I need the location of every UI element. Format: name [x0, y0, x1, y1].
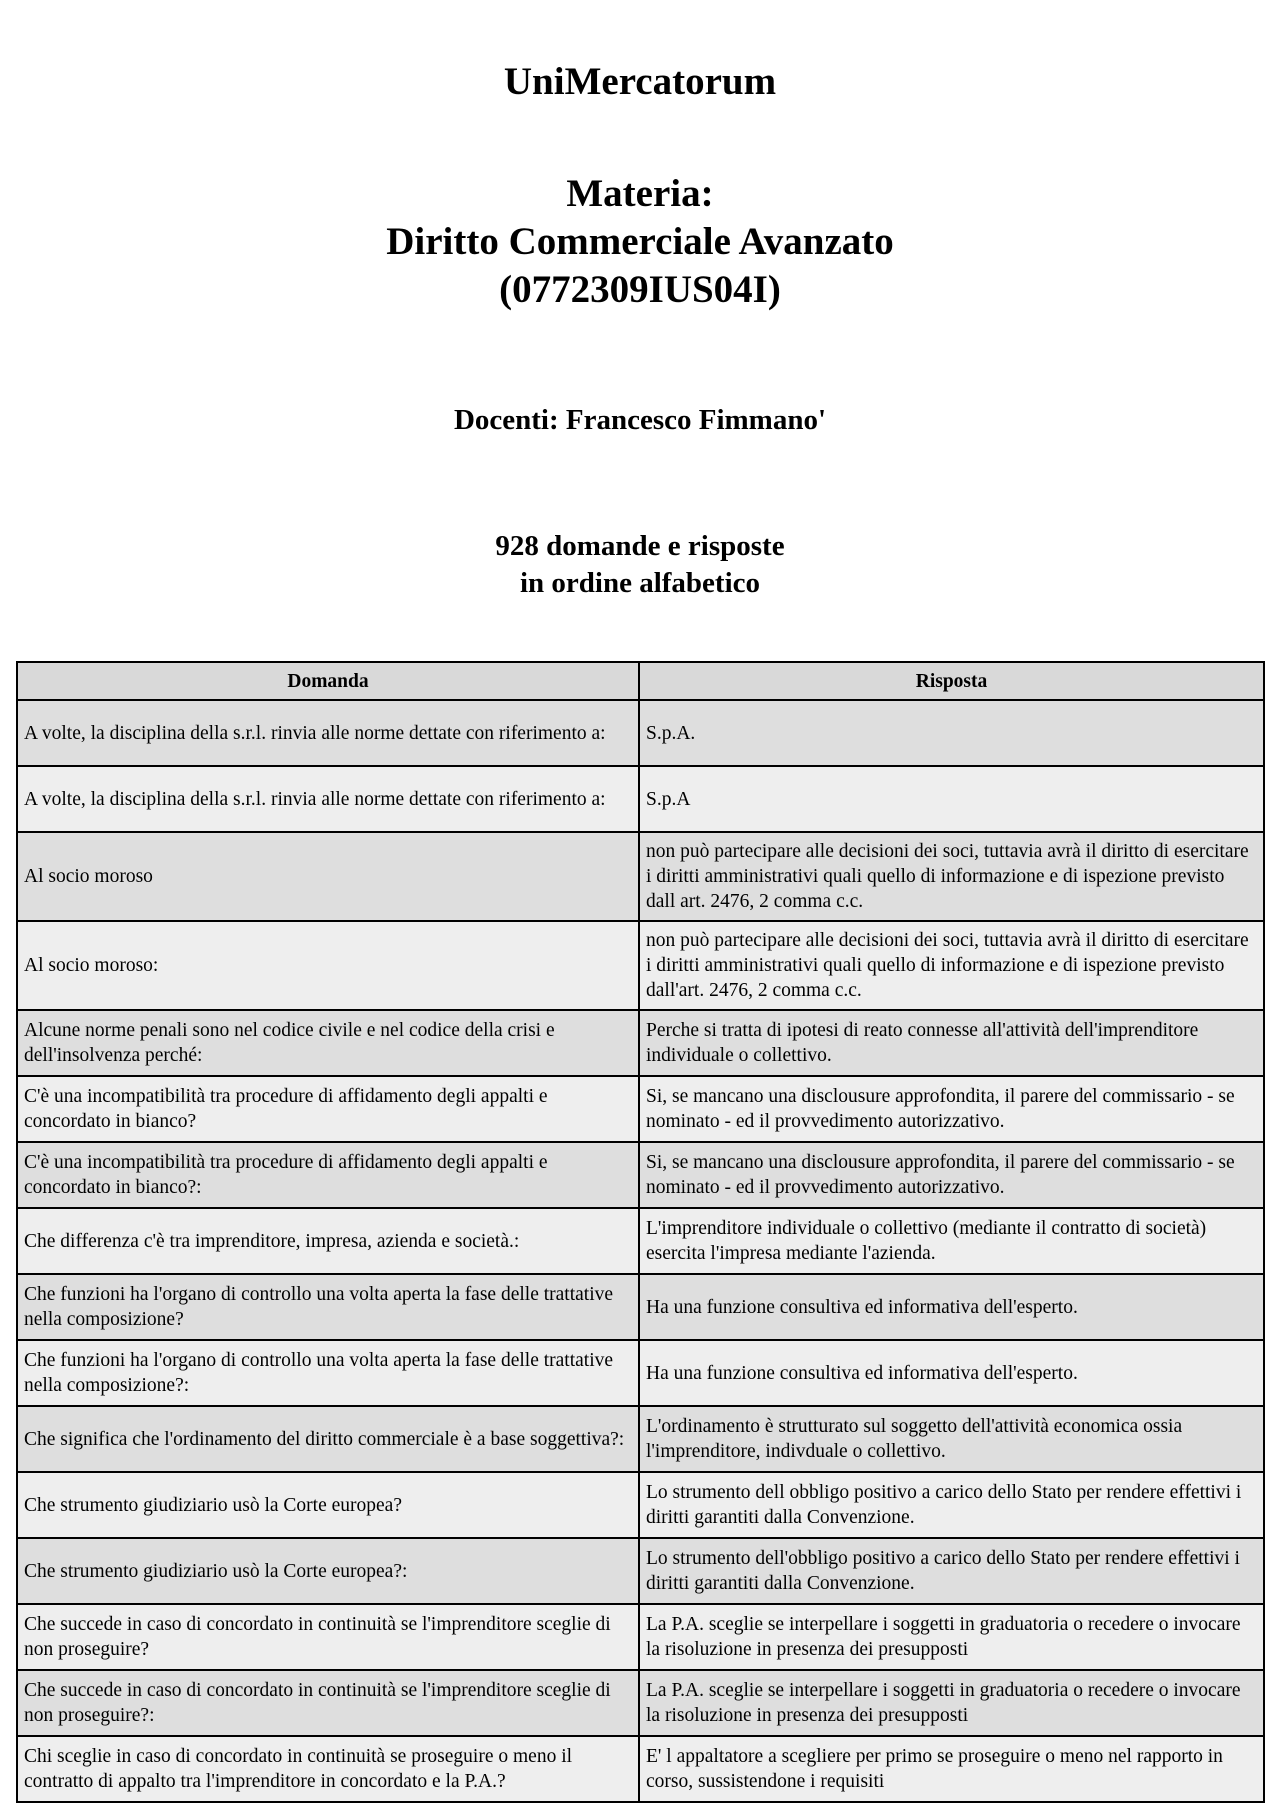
- table-row: [17, 1208, 1264, 1274]
- table-row: [17, 1670, 1264, 1736]
- answer-cell: Perche si tratta di ipotesi di reato connesse all'attività dell'imprenditore individuale o collettivo.: [639, 1010, 1264, 1076]
- answer-cell: E' l appaltatore a scegliere per primo se proseguire o meno nel rapporto in corso, sussistendone i requisiti: [639, 1736, 1264, 1802]
- answer-cell: Si, se mancano una disclousure approfondita, il parere del commissario - se nominato - ed il provvedimento autorizzativo.: [639, 1142, 1264, 1208]
- question-cell: A volte, la disciplina della s.r.l. rinvia alle norme dettate con riferimento a:: [17, 766, 639, 832]
- question-cell: Al socio moroso:: [17, 921, 639, 1010]
- question-cell: A volte, la disciplina della s.r.l. rinvia alle norme dettate con riferimento a:: [17, 700, 639, 766]
- table-header-row: [17, 662, 1264, 700]
- question-cell: Che succede in caso di concordato in continuità se l'imprenditore sceglie di non proseguire?:: [17, 1670, 639, 1736]
- answer-cell: La P.A. sceglie se interpellare i soggetti in graduatoria o recedere o invocare la risoluzione in presenza dei presupposti: [639, 1670, 1264, 1736]
- qa-table: [16, 661, 1265, 1803]
- table-row: [17, 1142, 1264, 1208]
- column-header-domanda: Domanda: [17, 662, 639, 700]
- answer-cell: Si, se mancano una disclousure approfondita, il parere del commissario - se nominato - ed il provvedimento autorizzativo.: [639, 1076, 1264, 1142]
- table-row: [17, 766, 1264, 832]
- table-row: [17, 700, 1264, 766]
- answer-cell: L'ordinamento è strutturato sul soggetto dell'attività economica ossia l'imprenditore, indivduale o collettivo.: [639, 1406, 1264, 1472]
- table-row: [17, 1340, 1264, 1406]
- table-row: [17, 1604, 1264, 1670]
- subject-code: (0772309IUS04I): [499, 268, 781, 311]
- table-row: [17, 1406, 1264, 1472]
- question-cell: C'è una incompatibilità tra procedure di affidamento degli appalti e concordato in bianco?:: [17, 1142, 639, 1208]
- table-row: [17, 921, 1264, 1010]
- table-row: [17, 1274, 1264, 1340]
- answer-cell: Ha una funzione consultiva ed informativa dell'esperto.: [639, 1340, 1264, 1406]
- table-row: [17, 832, 1264, 921]
- question-cell: C'è una incompatibilità tra procedure di affidamento degli appalti e concordato in bianco?: [17, 1076, 639, 1142]
- subject-label: Materia:: [566, 172, 714, 215]
- table-row: [17, 1472, 1264, 1538]
- question-cell: Che succede in caso di concordato in continuità se l'imprenditore sceglie di non proseguire?: [17, 1604, 639, 1670]
- answer-cell: La P.A. sceglie se interpellare i soggetti in graduatoria o recedere o invocare la risoluzione in presenza dei presupposti: [639, 1604, 1264, 1670]
- teachers-line: Docenti: Francesco Fimmano': [453, 404, 827, 436]
- question-count: 928 domande e risposte: [495, 530, 785, 562]
- question-cell: Chi sceglie in caso di concordato in continuità se proseguire o meno il contratto di appalto tra l'imprenditore in concordato e la P.A.?: [17, 1736, 639, 1802]
- question-cell: Che strumento giudiziario usò la Corte europea?: [17, 1472, 639, 1538]
- table-row: [17, 1736, 1264, 1802]
- question-cell: Che differenza c'è tra imprenditore, impresa, azienda e società.:: [17, 1208, 639, 1274]
- question-cell: Al socio moroso: [17, 832, 639, 921]
- order-note: in ordine alfabetico: [519, 567, 761, 599]
- subject-name: Diritto Commerciale Avanzato: [386, 220, 894, 263]
- answer-cell: Lo strumento dell'obbligo positivo a carico dello Stato per rendere effettivi i diritti garantiti dalla Convenzione.: [639, 1538, 1264, 1604]
- answer-cell: Lo strumento dell obbligo positivo a carico dello Stato per rendere effettivi i diritti garantiti dalla Convenzione.: [639, 1472, 1264, 1538]
- answer-cell: S.p.A: [639, 766, 1264, 832]
- answer-cell: non può partecipare alle decisioni dei soci, tuttavia avrà il diritto di esercitare i diritti amministrativi quali quello di informazione e di ispezione previsto dall art. 2476, 2 comma c.c.: [639, 832, 1264, 921]
- subject-block: [0, 170, 1280, 314]
- question-count-block: [0, 528, 1280, 602]
- table-row: [17, 1538, 1264, 1604]
- answer-cell: Ha una funzione consultiva ed informativa dell'esperto.: [639, 1274, 1264, 1340]
- question-cell: Che significa che l'ordinamento del diritto commerciale è a base soggettiva?:: [17, 1406, 639, 1472]
- question-cell: Che funzioni ha l'organo di controllo una volta aperta la fase delle trattative nella composizione?:: [17, 1340, 639, 1406]
- table-row: [17, 1076, 1264, 1142]
- column-header-risposta: Risposta: [639, 662, 1264, 700]
- answer-cell: S.p.A.: [639, 700, 1264, 766]
- table-row: [17, 1010, 1264, 1076]
- institution-title: UniMercatorum: [503, 60, 777, 103]
- question-cell: Alcune norme penali sono nel codice civile e nel codice della crisi e dell'insolvenza perché:: [17, 1010, 639, 1076]
- question-cell: Che funzioni ha l'organo di controllo una volta aperta la fase delle trattative nella composizione?: [17, 1274, 639, 1340]
- answer-cell: L'imprenditore individuale o collettivo (mediante il contratto di società) esercita l'impresa mediante l'azienda.: [639, 1208, 1264, 1274]
- answer-cell: non può partecipare alle decisioni dei soci, tuttavia avrà il diritto di esercitare i diritti amministrativi quali quello di informazione e di ispezione previsto dall'art. 2476, 2 comma c.c.: [639, 921, 1264, 1010]
- question-cell: Che strumento giudiziario usò la Corte europea?:: [17, 1538, 639, 1604]
